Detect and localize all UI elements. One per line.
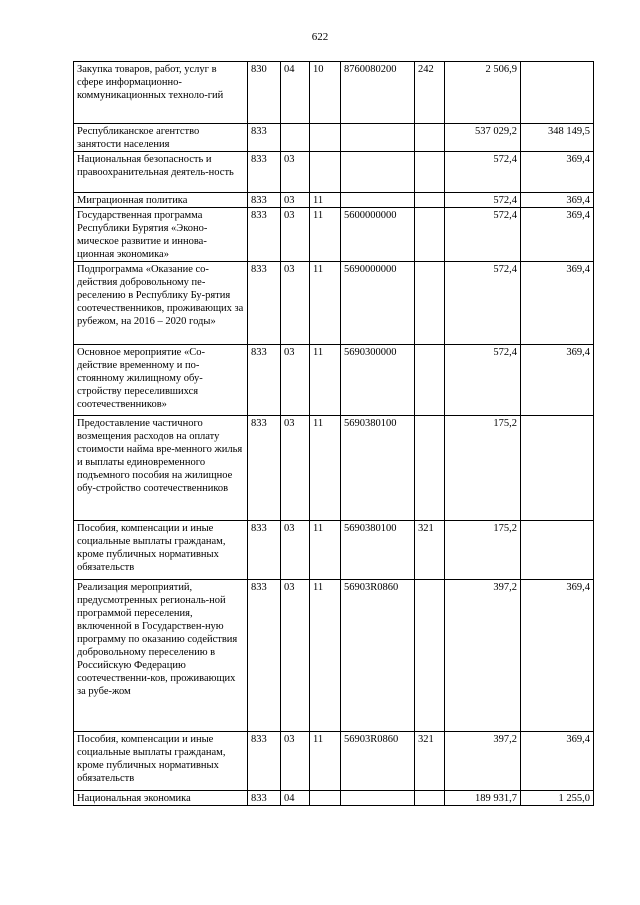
subsection-code: 11 [310,345,341,416]
subsection-code: 11 [310,193,341,208]
ministry-code: 833 [248,208,281,262]
ministry-code: 833 [248,732,281,791]
row-name: Подпрограмма «Оказание со-действия добровольному пе-реселению в Республику Бу-рятия соотечественников, проживающих за рубежом, на 2016 – 2020 годы» [74,262,248,345]
row-name: Национальная экономика [74,791,248,806]
amount-year-1: 537 029,2 [445,124,521,152]
row-name: Основное мероприятие «Со-действие временному и по-стоянному жилищному обу-стройству переселившихся соотечественников» [74,345,248,416]
amount-year-1: 572,4 [445,262,521,345]
ministry-code: 833 [248,345,281,416]
budget-table-body [74,62,594,806]
expense-type-code [415,791,445,806]
row-name: Реализация мероприятий, предусмотренных региональ-ной программой переселения, включенной в Государствен-ную программу по оказанию содействия добровольному переселению в Российскую Федерацию соотечественни-ков, проживающих за рубе-жом [74,580,248,732]
row-name: Республиканское агентство занятости населения [74,124,248,152]
amount-year-2 [521,62,594,124]
ministry-code: 833 [248,416,281,521]
ministry-code: 833 [248,580,281,732]
target-article-code: 8760080200 [341,62,415,124]
amount-year-2: 369,4 [521,152,594,193]
target-article-code: 56903R0860 [341,732,415,791]
subsection-code: 11 [310,732,341,791]
section-code: 03 [281,732,310,791]
table-row [74,791,594,806]
subsection-code: 11 [310,416,341,521]
amount-year-2 [521,416,594,521]
subsection-code: 11 [310,208,341,262]
table-row [74,208,594,262]
row-name: Предоставление частичного возмещения расходов на оплату стоимости найма вре-менного жилья и выплаты единовременного подъемного пособия на жилищное обу-стройство соотечественников [74,416,248,521]
amount-year-1: 572,4 [445,208,521,262]
amount-year-1: 397,2 [445,732,521,791]
subsection-code [310,791,341,806]
amount-year-1: 397,2 [445,580,521,732]
target-article-code [341,124,415,152]
amount-year-2 [521,521,594,580]
row-name: Пособия, компенсации и иные социальные выплаты гражданам, кроме публичных нормативных обязательств [74,732,248,791]
section-code: 03 [281,345,310,416]
amount-year-2: 1 255,0 [521,791,594,806]
target-article-code: 56903R0860 [341,580,415,732]
table-row [74,345,594,416]
row-name: Закупка товаров, работ, услуг в сфере информационно-коммуникационных техноло-гий [74,62,248,124]
subsection-code: 10 [310,62,341,124]
row-name: Национальная безопасность и правоохранительная деятель-ность [74,152,248,193]
target-article-code: 5690000000 [341,262,415,345]
expense-type-code: 242 [415,62,445,124]
ministry-code: 833 [248,124,281,152]
amount-year-2: 369,4 [521,208,594,262]
amount-year-1: 175,2 [445,416,521,521]
row-name: Миграционная политика [74,193,248,208]
section-code [281,124,310,152]
expense-type-code [415,208,445,262]
section-code: 04 [281,791,310,806]
amount-year-2: 369,4 [521,732,594,791]
row-name: Пособия, компенсации и иные социальные выплаты гражданам, кроме публичных нормативных обязательств [74,521,248,580]
amount-year-1: 2 506,9 [445,62,521,124]
expense-type-code [415,193,445,208]
table-row [74,732,594,791]
amount-year-1: 175,2 [445,521,521,580]
target-article-code [341,791,415,806]
ministry-code: 833 [248,152,281,193]
ministry-code: 830 [248,62,281,124]
section-code: 04 [281,62,310,124]
table-row [74,62,594,124]
ministry-code: 833 [248,791,281,806]
subsection-code: 11 [310,262,341,345]
amount-year-2: 348 149,5 [521,124,594,152]
amount-year-2: 369,4 [521,345,594,416]
ministry-code: 833 [248,193,281,208]
expense-type-code: 321 [415,732,445,791]
target-article-code [341,152,415,193]
target-article-code: 5690380100 [341,416,415,521]
row-name: Государственная программа Республики Бурятия «Эконо-мическое развитие и иннова-ционная экономика» [74,208,248,262]
expense-type-code [415,124,445,152]
ministry-code: 833 [248,521,281,580]
table-row [74,152,594,193]
amount-year-1: 572,4 [445,193,521,208]
table-row [74,124,594,152]
table-row [74,193,594,208]
section-code: 03 [281,262,310,345]
subsection-code: 11 [310,580,341,732]
expense-type-code [415,580,445,732]
section-code: 03 [281,580,310,732]
amount-year-1: 572,4 [445,345,521,416]
ministry-code: 833 [248,262,281,345]
table-row [74,262,594,345]
amount-year-2: 369,4 [521,580,594,732]
expense-type-code [415,345,445,416]
section-code: 03 [281,193,310,208]
subsection-code: 11 [310,521,341,580]
expense-type-code [415,262,445,345]
page-number: 622 [311,31,329,43]
target-article-code: 5600000000 [341,208,415,262]
section-code: 03 [281,416,310,521]
expense-type-code: 321 [415,521,445,580]
expense-type-code [415,152,445,193]
target-article-code [341,193,415,208]
amount-year-1: 572,4 [445,152,521,193]
expense-type-code [415,416,445,521]
target-article-code: 5690380100 [341,521,415,580]
budget-table [73,61,594,806]
table-row [74,580,594,732]
subsection-code [310,124,341,152]
section-code: 03 [281,208,310,262]
subsection-code [310,152,341,193]
section-code: 03 [281,521,310,580]
amount-year-2: 369,4 [521,193,594,208]
target-article-code: 5690300000 [341,345,415,416]
table-row [74,416,594,521]
amount-year-2: 369,4 [521,262,594,345]
section-code: 03 [281,152,310,193]
table-row [74,521,594,580]
amount-year-1: 189 931,7 [445,791,521,806]
